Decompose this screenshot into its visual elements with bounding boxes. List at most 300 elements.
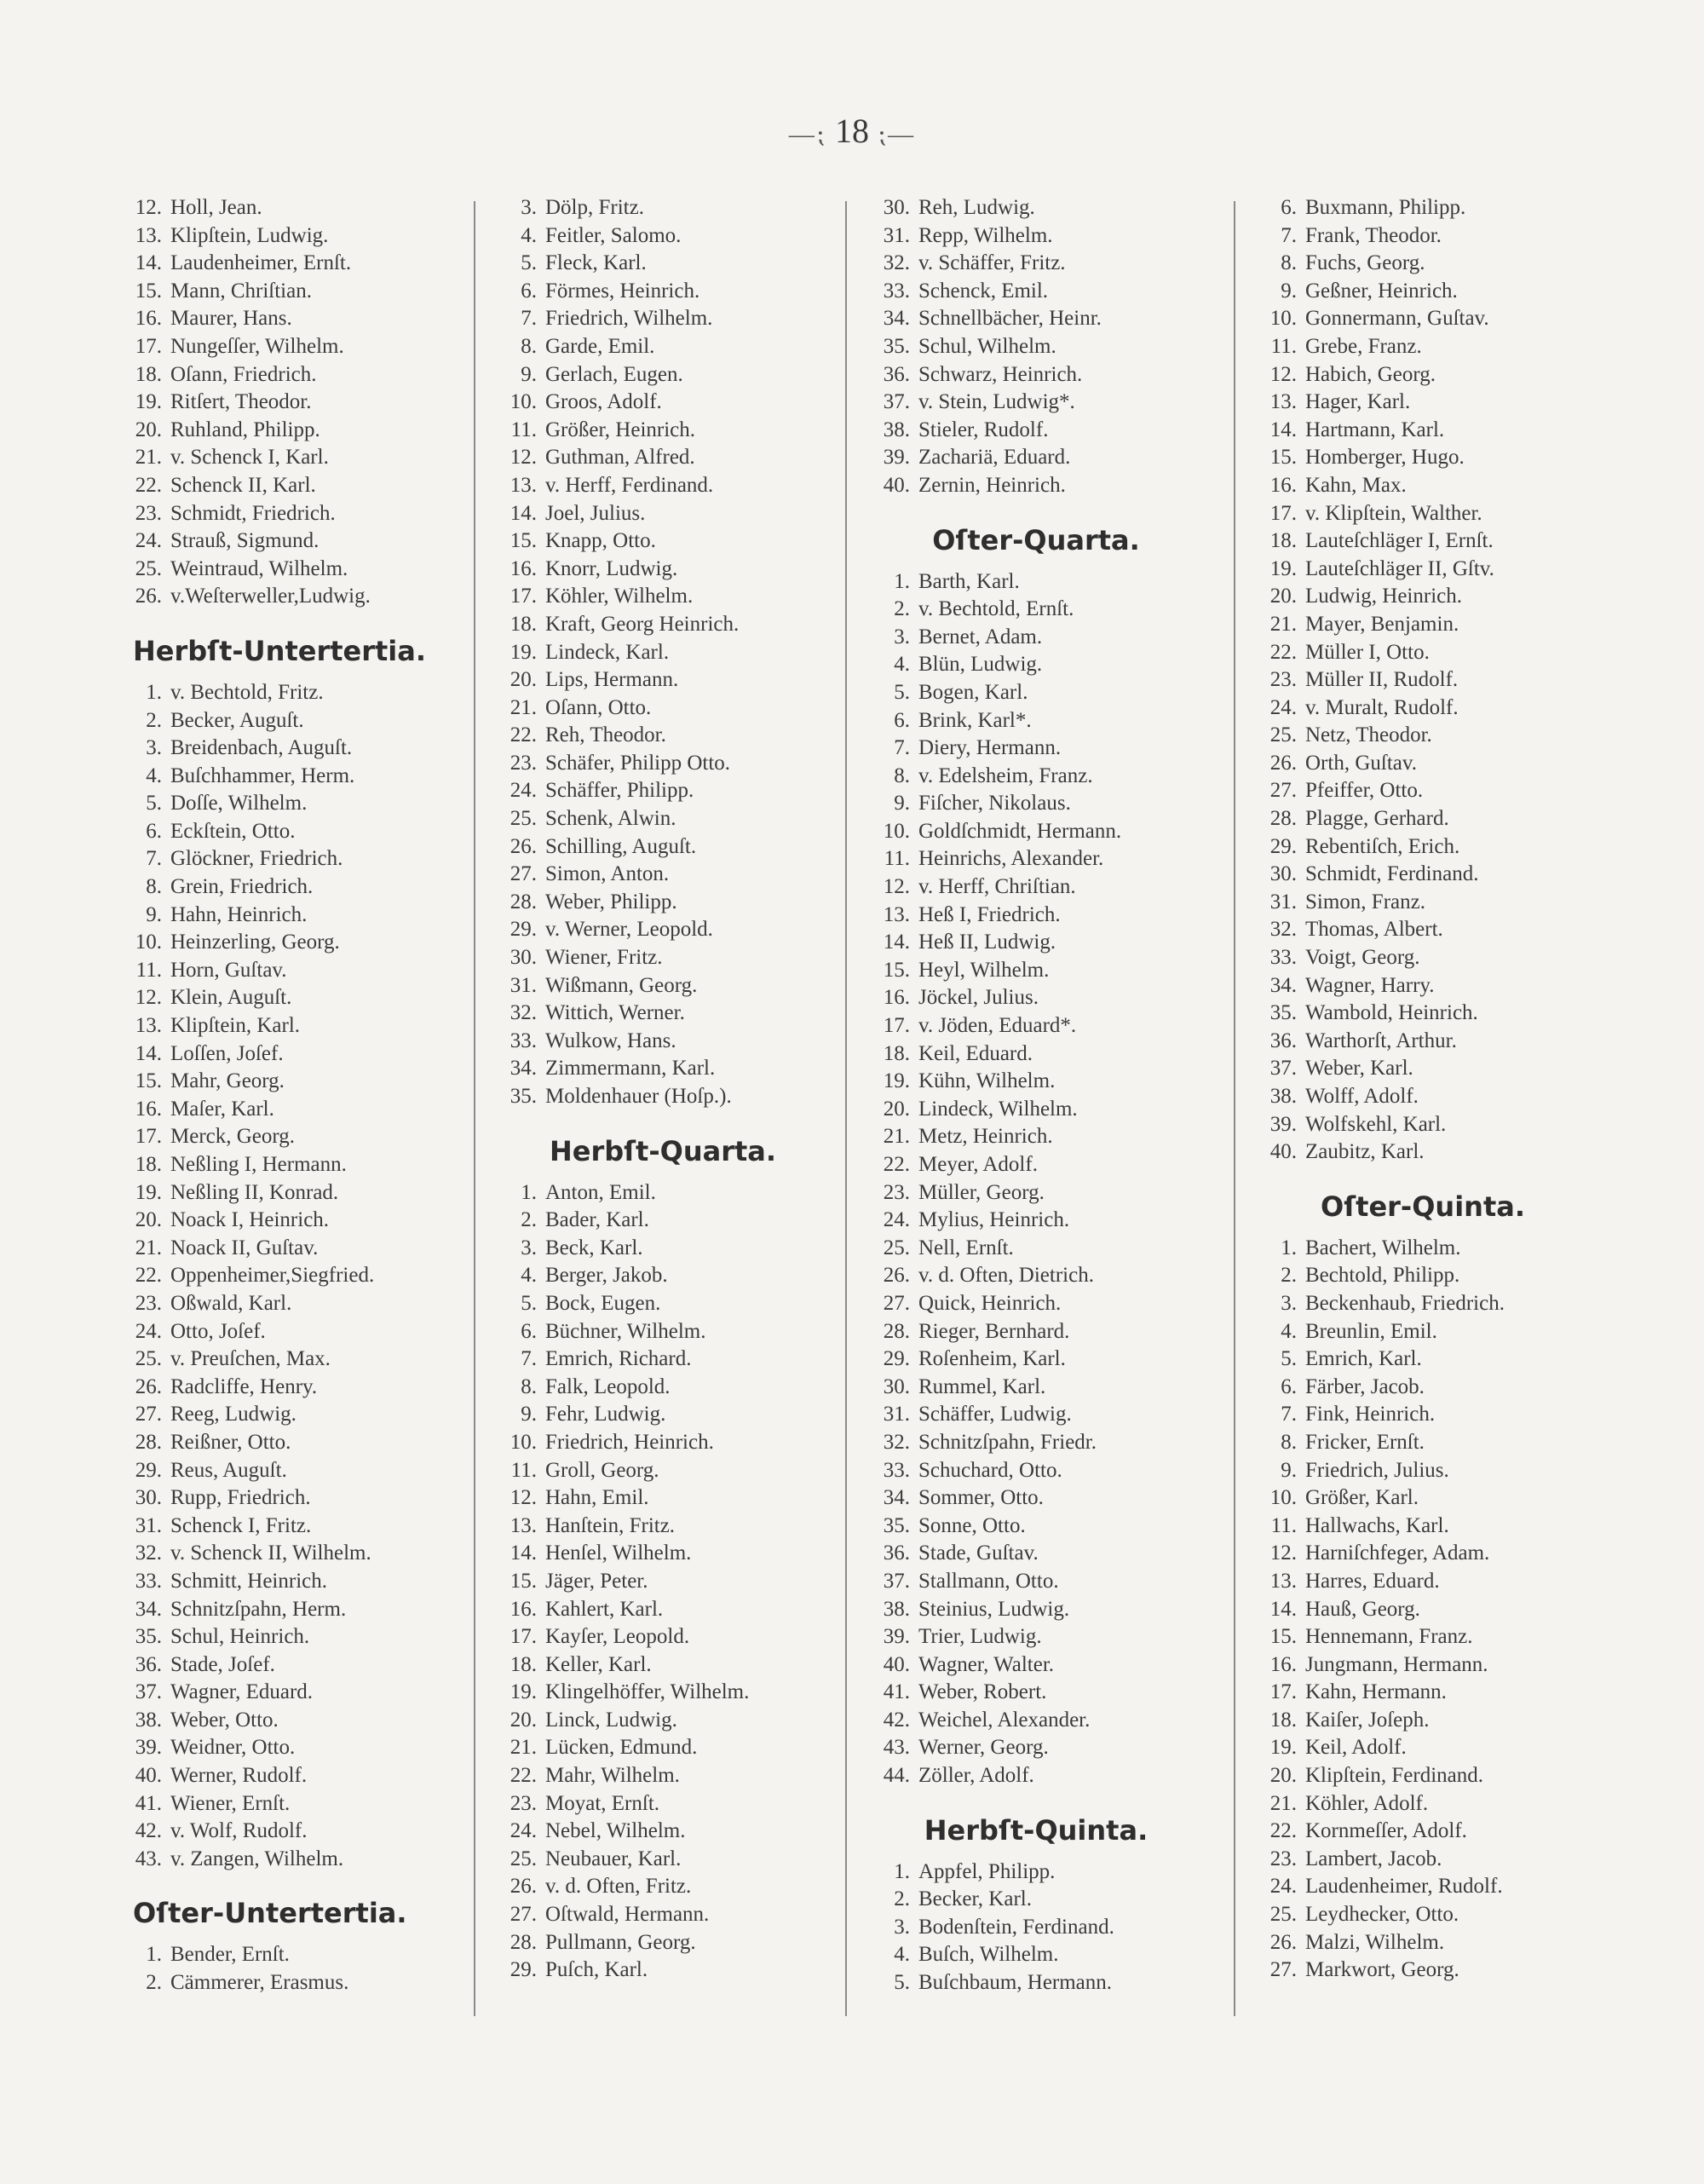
list-item [1244,722,1602,750]
entry-name: Schmitt, Heinrich. [170,1569,327,1593]
entry-name: Metz, Heinrich. [918,1125,1053,1149]
entry-name: Kornmeſſer, Adolf. [1305,1819,1467,1843]
entry-number: 1. [146,680,162,704]
entry-name: Hartmann, Karl. [1305,418,1445,441]
entry-name: Keil, Eduard. [918,1041,1033,1065]
entry-name: v. Preuſchen, Max. [170,1347,331,1371]
entry-number: 15. [135,1069,162,1093]
list-item [1244,194,1602,222]
list-item [484,833,842,861]
list-item [1244,750,1602,778]
entry-number: 14. [1269,1597,1297,1621]
list-item [484,777,842,805]
column-3 [857,194,1215,2026]
entry-name: Reißner, Otto. [170,1430,291,1454]
entry-number: 15. [135,279,162,303]
entry-name: Buſchbaum, Hermann. [918,1971,1113,1995]
list-item [1244,944,1602,972]
list-item [109,1207,467,1235]
entry-number: 1. [146,1943,162,1967]
list-item [484,1818,842,1846]
entry-number: 39. [135,1736,162,1760]
entry-number: 4. [1281,1319,1297,1343]
entry-number: 8. [1281,251,1297,275]
list-item [1244,361,1602,389]
list-item [484,1401,842,1429]
entry-name: v. d. Often, Dietrich. [918,1264,1094,1288]
entry-number: 40. [883,1652,910,1676]
entry-number: 23. [509,1791,537,1815]
entry-name: Jungmann, Hermann. [1305,1652,1488,1676]
list-item [484,1623,842,1651]
list-item [484,194,842,222]
entry-name: Fink, Heinrich. [1305,1403,1436,1426]
entry-number: 37. [1269,1057,1297,1080]
entry-number: 35. [883,1513,910,1537]
entry-name: Hahn, Heinrich. [170,902,308,926]
entry-number: 29. [1269,834,1297,858]
entry-name: Wolfskehl, Karl. [1305,1112,1447,1136]
entry-number: 3. [894,1915,910,1939]
list-item [109,984,467,1012]
entry-name: Henſel, Wilhelm. [545,1541,692,1565]
entry-number: 25. [1269,1903,1297,1927]
list-item [1244,1346,1602,1374]
list-item [857,1941,1215,1969]
list-item [109,417,467,445]
entry-name: Schwarz, Heinrich. [918,362,1083,386]
list-item [1244,1235,1602,1263]
entry-number: 29. [135,1458,162,1482]
entry-number: 20. [509,1708,537,1732]
list-item [1244,611,1602,639]
entry-name: Breunlin, Emil. [1305,1319,1437,1343]
entry-number: 23. [883,1180,910,1204]
list-item [857,1151,1215,1179]
entry-name: Schäffer, Philipp. [545,779,694,803]
entry-name: v. Schenck I, Karl. [170,446,329,470]
list-item [1244,1901,1602,1929]
list-item [857,818,1215,846]
list-item [109,583,467,611]
entry-name: Größer, Karl. [1305,1486,1419,1510]
list-item [857,389,1215,417]
entry-number: 8. [1281,1430,1297,1454]
entry-number: 4. [521,223,537,247]
entry-name: Bodenſtein, Ferdinand. [918,1915,1114,1939]
list-item [1244,556,1602,584]
entry-name: Markwort, Georg. [1305,1958,1459,1982]
list-item [857,1096,1215,1124]
entry-name: Lauteſchläger II, Gſtv. [1305,556,1494,580]
entry-number: 31. [883,223,910,247]
entry-name: Mann, Chriſtian. [170,279,312,303]
list-item [857,790,1215,818]
entry-name: v. Muralt, Rudolf. [1305,695,1459,719]
list-item [1244,1028,1602,1056]
entry-number: 26. [1269,751,1297,775]
entry-number: 25. [135,556,162,580]
entry-name: Wiener, Ernſt. [170,1791,291,1815]
list-item [857,1207,1215,1235]
list-item [857,1596,1215,1624]
list-item [484,527,842,556]
entry-name: v. Jöden, Eduard*. [918,1014,1077,1038]
entry-number: 27. [509,1903,537,1927]
entry-number: 40. [883,473,910,497]
entry-number: 43. [883,1736,910,1760]
entry-name: Laudenheimer, Rudolf. [1305,1875,1503,1899]
entry-number: 24. [135,1319,162,1343]
entry-name: Rupp, Friedrich. [170,1486,311,1510]
entry-name: Neßling I, Hermann. [170,1153,347,1176]
entry-number: 26. [509,834,537,858]
entry-number: 37. [135,1680,162,1704]
list-item [1244,639,1602,667]
entry-number: 5. [146,792,162,815]
entry-number: 19. [135,1180,162,1204]
list-item [109,679,467,707]
entry-number: 18. [509,612,537,636]
entry-name: Heinzerling, Georg. [170,931,340,954]
class-heading: Herbſt-Untertertia. [133,634,427,667]
entry-name: v. Herff, Ferdinand. [545,473,714,497]
entry-number: 2. [521,1208,537,1232]
entry-number: 18. [135,1153,162,1176]
entry-number: 4. [521,1264,537,1288]
entry-number: 34. [1269,973,1297,997]
entry-name: Roſenheim, Karl. [918,1347,1066,1371]
list-item [857,417,1215,445]
entry-number: 44. [883,1764,910,1788]
entry-number: 31. [509,973,537,997]
list-item [1244,1790,1602,1818]
list-item [109,1123,467,1151]
entry-number: 30. [509,946,537,970]
list-item [484,1000,842,1028]
entry-name: Noack I, Heinrich. [170,1208,330,1232]
entry-name: Färber, Jacob. [1305,1374,1425,1398]
entry-number: 12. [509,446,537,470]
entry-name: v. Zangen, Wilhelm. [170,1847,344,1870]
list-item [1244,389,1602,417]
entry-number: 4. [894,1943,910,1967]
list-item [484,694,842,723]
entry-number: 20. [1269,1764,1297,1788]
entry-name: Lauteſchläger I, Ernſt. [1305,529,1494,553]
entry-number: 1. [521,1180,537,1204]
list-item [1244,1429,1602,1457]
entry-name: Repp, Wilhelm. [918,223,1053,247]
list-item [109,929,467,957]
entry-number: 33. [509,1029,537,1052]
entry-number: 22. [135,473,162,497]
entry-number: 32. [509,1001,537,1025]
list-item [484,944,842,972]
entry-name: Moyat, Ernſt. [545,1791,660,1815]
entry-name: Homberger, Hugo. [1305,446,1465,470]
entry-name: v. Werner, Leopold. [545,918,713,942]
list-item [857,1374,1215,1402]
entry-name: v. d. Often, Fritz. [545,1875,692,1899]
list-item [484,1346,842,1374]
list-item [1244,972,1602,1000]
entry-name: Breidenbach, Auguſt. [170,736,353,760]
entry-number: 17. [509,1625,537,1649]
entry-number: 15. [1269,446,1297,470]
entry-name: v. Bechtold, Ernſt. [918,597,1074,621]
entry-number: 35. [135,1625,162,1649]
entry-name: Maſer, Karl. [170,1097,274,1121]
list-item [109,1679,467,1707]
list-item [1244,1000,1602,1028]
list-item [857,763,1215,791]
entry-number: 7. [1281,223,1297,247]
entry-number: 10. [883,819,910,843]
entry-number: 13. [1269,390,1297,414]
entry-name: Rieger, Bernhard. [918,1319,1070,1343]
list-item [484,1207,842,1235]
entry-number: 13. [509,473,537,497]
entry-name: v. Schenck II, Wilhelm. [170,1541,371,1565]
entry-name: Zachariä, Eduard. [918,446,1071,470]
entry-number: 33. [1269,946,1297,970]
entry-name: Zaubitz, Karl. [1305,1140,1425,1164]
entry-name: Schul, Heinrich. [170,1625,310,1649]
entry-name: Heß II, Ludwig. [918,931,1056,954]
entry-number: 39. [883,1625,910,1649]
list-item [109,389,467,417]
list-item [484,333,842,361]
entry-number: 26. [883,1264,910,1288]
list-item [109,1623,467,1651]
entry-number: 6. [521,1319,537,1343]
entry-name: Emrich, Richard. [545,1347,692,1371]
entry-name: Fehr, Ludwig. [545,1403,666,1426]
entry-name: Fiſcher, Nikolaus. [918,792,1071,815]
entry-number: 5. [1281,1347,1297,1371]
list-item [109,1941,467,1969]
list-item [857,1707,1215,1735]
entry-number: 22. [1269,1819,1297,1843]
entry-name: Bachert, Wilhelm. [1305,1236,1461,1259]
list-item [1244,694,1602,723]
entry-number: 27. [1269,1958,1297,1982]
entry-number: 38. [135,1708,162,1732]
entry-number: 3. [146,736,162,760]
entry-name: Neubauer, Karl. [545,1847,682,1870]
list-item [1244,1262,1602,1290]
entry-number: 24. [1269,695,1297,719]
list-item [109,1318,467,1346]
entry-name: Heyl, Wilhelm. [918,958,1050,982]
list-item [1244,1762,1602,1790]
list-item [109,845,467,873]
entry-name: Steinius, Ludwig. [918,1597,1070,1621]
list-item [484,972,842,1000]
entry-number: 13. [135,1014,162,1038]
list-item [857,1762,1215,1790]
list-item [857,707,1215,735]
list-item [1244,1055,1602,1083]
entry-number: 3. [1281,1291,1297,1315]
entry-number: 1. [1281,1236,1297,1259]
list-item [857,651,1215,679]
entry-name: Sommer, Otto. [918,1486,1044,1510]
entry-number: 25. [509,1847,537,1870]
list-item [484,1929,842,1957]
entry-number: 17. [509,585,537,608]
list-item [484,1540,842,1568]
entry-name: Lindeck, Karl. [545,640,670,664]
list-item [857,1540,1215,1568]
entry-number: 16. [509,1597,537,1621]
entry-name: Zimmermann, Karl. [545,1057,716,1080]
entry-name: Stade, Guſtav. [918,1541,1039,1565]
list-item [484,583,842,611]
column-divider [1234,201,1235,2016]
list-item [109,194,467,222]
entry-name: Emrich, Karl. [1305,1347,1422,1371]
entry-number: 34. [135,1597,162,1621]
entry-number: 2. [894,597,910,621]
entry-name: Buxmann, Philipp. [1305,196,1466,219]
entry-number: 21. [135,446,162,470]
list-item [109,527,467,556]
entry-number: 2. [146,708,162,732]
entry-name: Strauß, Sigmund. [170,529,320,553]
entry-number: 5. [521,1291,537,1315]
entry-number: 14. [509,1541,537,1565]
entry-name: Joel, Julius. [545,501,646,525]
entry-number: 10. [1269,1486,1297,1510]
entry-name: Bogen, Karl. [918,680,1028,704]
list-item [857,1012,1215,1040]
entry-name: Bock, Eugen. [545,1291,661,1315]
entry-number: 9. [1281,1458,1297,1482]
entry-name: Horn, Guſtav. [170,958,287,982]
entry-name: Mahr, Georg. [170,1069,285,1093]
entry-number: 40. [1269,1140,1297,1164]
entry-name: Fricker, Ernſt. [1305,1430,1425,1454]
entry-name: Becker, Karl. [918,1887,1032,1911]
list-item [857,1290,1215,1318]
entry-name: Klipſtein, Karl. [170,1014,301,1038]
entry-name: Kayſer, Leopold. [545,1625,690,1649]
entry-name: Schnitzſpahn, Friedr. [918,1430,1097,1454]
entry-name: Doſſe, Wilhelm. [170,792,308,815]
list-item [857,1040,1215,1069]
entry-number: 18. [1269,1708,1297,1732]
list-item [857,1401,1215,1429]
entry-number: 27. [135,1403,162,1426]
entry-number: 34. [883,307,910,331]
entry-number: 6. [146,819,162,843]
list-item [484,222,842,251]
list-item [857,624,1215,652]
list-item [1244,278,1602,306]
entry-name: Wolff, Adolf. [1305,1085,1419,1108]
column-divider [845,201,847,2016]
list-item [1244,777,1602,805]
list-item [484,1374,842,1402]
entry-number: 33. [883,1458,910,1482]
entry-name: Reus, Auguſt. [170,1458,287,1482]
entry-number: 7. [521,307,537,331]
entry-name: Lips, Hermann. [545,668,679,692]
entry-name: Förmes, Heinrich. [545,279,700,303]
class-heading: Oſter-Untertertia. [133,1897,407,1930]
list-item [1244,305,1602,333]
entry-number: 15. [883,958,910,982]
list-item [109,222,467,251]
list-item [857,472,1215,500]
entry-number: 37. [883,390,910,414]
entry-name: Wagner, Harry. [1305,973,1435,997]
entry-name: Hahn, Emil. [545,1486,649,1510]
list-item [1244,1679,1602,1707]
entry-number: 39. [883,446,910,470]
entry-number: 16. [135,1097,162,1121]
list-item [484,417,842,445]
entry-number: 26. [509,1875,537,1899]
entry-number: 11. [1270,334,1297,358]
entry-number: 14. [883,931,910,954]
entry-number: 37. [883,1569,910,1593]
list-item [109,1096,467,1124]
entry-number: 20. [1269,585,1297,608]
entry-number: 19. [509,1680,537,1704]
entry-name: Orth, Guſtav. [1305,751,1417,775]
entry-number: 36. [1269,1029,1297,1052]
entry-number: 6. [1281,196,1297,219]
list-item [484,1734,842,1762]
entry-number: 36. [883,1541,910,1565]
entry-number: 12. [883,875,910,899]
entry-name: Müller, Georg. [918,1180,1045,1204]
entry-name: Neßling II, Konrad. [170,1180,339,1204]
entry-name: Grebe, Franz. [1305,334,1422,358]
entry-name: Oſtwald, Hermann. [545,1903,710,1927]
entry-name: v. Wolf, Rudolf. [170,1819,308,1843]
entry-number: 23. [1269,668,1297,692]
entry-number: 10. [135,931,162,954]
list-item [109,305,467,333]
column-1 [109,194,467,2026]
column-divider [474,201,475,2016]
list-item [109,1346,467,1374]
entry-number: 33. [135,1569,162,1593]
entry-name: Größer, Heinrich. [545,418,696,441]
list-item [857,250,1215,278]
entry-name: Simon, Franz. [1305,890,1425,913]
entry-number: 7. [521,1347,537,1371]
list-item [109,500,467,528]
list-item [109,1012,467,1040]
entry-number: 34. [509,1057,537,1080]
entry-number: 7. [1281,1403,1297,1426]
list-item [484,1707,842,1735]
list-item [484,361,842,389]
list-item [857,1651,1215,1680]
entry-name: Hennemann, Franz. [1305,1625,1473,1649]
list-item [1244,1707,1602,1735]
list-item [484,666,842,694]
entry-name: Frank, Theodor. [1305,223,1442,247]
entry-name: Garde, Emil. [545,334,655,358]
entry-name: Büchner, Wilhelm. [545,1319,706,1343]
entry-name: Goldſchmidt, Hermann. [918,819,1122,843]
